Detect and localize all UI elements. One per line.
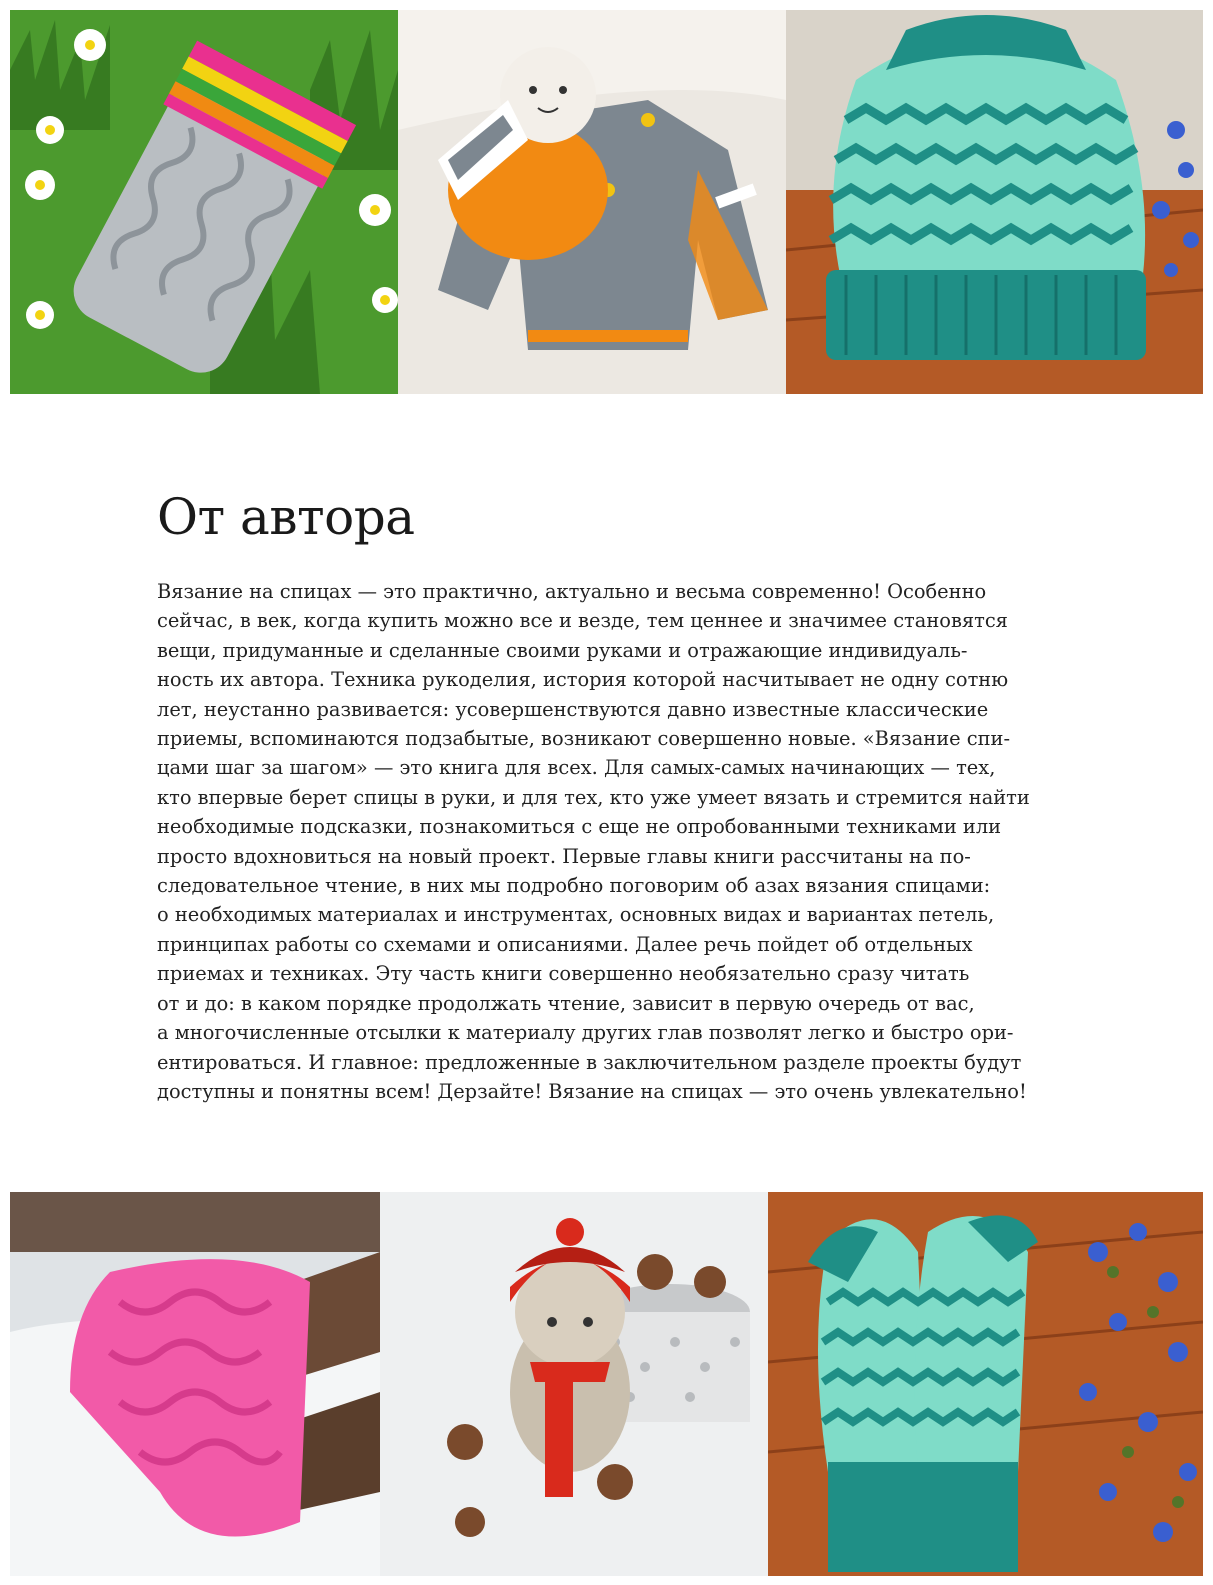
photo-pink-cable-snood — [10, 1192, 380, 1576]
text-line: приемы, вспоминаются подзабытые, возникают совершенно новые. «Вязание спи- — [157, 727, 1011, 751]
photo-cable-knit-phone-case — [10, 10, 398, 394]
text-line: о необходимых материалах и инструментах, основных видах и вариантах петель, — [157, 903, 995, 927]
text-line: цами шаг за шагом» — это книга для всех. Для самых-самых начинающих — тех, — [157, 756, 996, 780]
text-line: необходимые подсказки, познакомиться с еще не опробованными техниками или — [157, 815, 1002, 839]
text-line: следовательное чтение, в них мы подробно поговорим об азах вязания спицами: — [157, 874, 991, 898]
text-line: от и до: в каком порядке продолжать чтение, зависит в первую очередь от вас, — [157, 991, 975, 1015]
text-line: а многочисленные отсылки к материалу других глав позволят легко и быстро ори- — [157, 1021, 1014, 1045]
text-line: кто впервые берет спицы в руки, и для тех, кто уже умеет вязать и стремится найти — [157, 785, 1030, 809]
text-line: просто вдохновиться на новый проект. Первые главы книги рассчитаны на по- — [157, 844, 971, 868]
text-line: вещи, придуманные и сделанные своими руками и отражающие индивидуаль- — [157, 638, 968, 662]
bottom-photo-strip — [10, 1192, 1203, 1576]
top-photo-strip — [10, 10, 1203, 394]
text-line: ность их автора. Техника рукоделия, история которой насчитывает не одну сотню — [157, 668, 1009, 692]
text-line: ентироваться. И главное: предложенные в заключительном разделе проекты будут — [157, 1050, 1022, 1074]
photo-teal-chevron-hat — [786, 10, 1203, 394]
page-title: От автора — [157, 488, 415, 546]
text-line: лет, неустанно развивается: усовершенствуются давно известные классические — [157, 697, 989, 721]
text-line: приемах и техниках. Эту часть книги совершенно необязательно сразу читать — [157, 962, 970, 986]
photo-child-cardigan-with-bear — [398, 10, 786, 394]
text-line: Вязание на спицах — это практично, актуально и весьма современно! Особенно — [157, 580, 987, 603]
photo-knitted-cat-toy — [380, 1192, 768, 1576]
photo-teal-chevron-mittens — [768, 1192, 1203, 1576]
author-foreword-text — [157, 577, 1057, 1106]
text-line: сейчас, в век, когда купить можно все и везде, тем ценнее и значимее становятся — [157, 609, 1008, 633]
text-line: принципах работы со схемами и описаниями. Далее речь пойдет об отдельных — [157, 932, 973, 956]
text-line: доступны и понятны всем! Дерзайте! Вязание на спицах — это очень увлекательно! — [157, 1079, 1027, 1103]
